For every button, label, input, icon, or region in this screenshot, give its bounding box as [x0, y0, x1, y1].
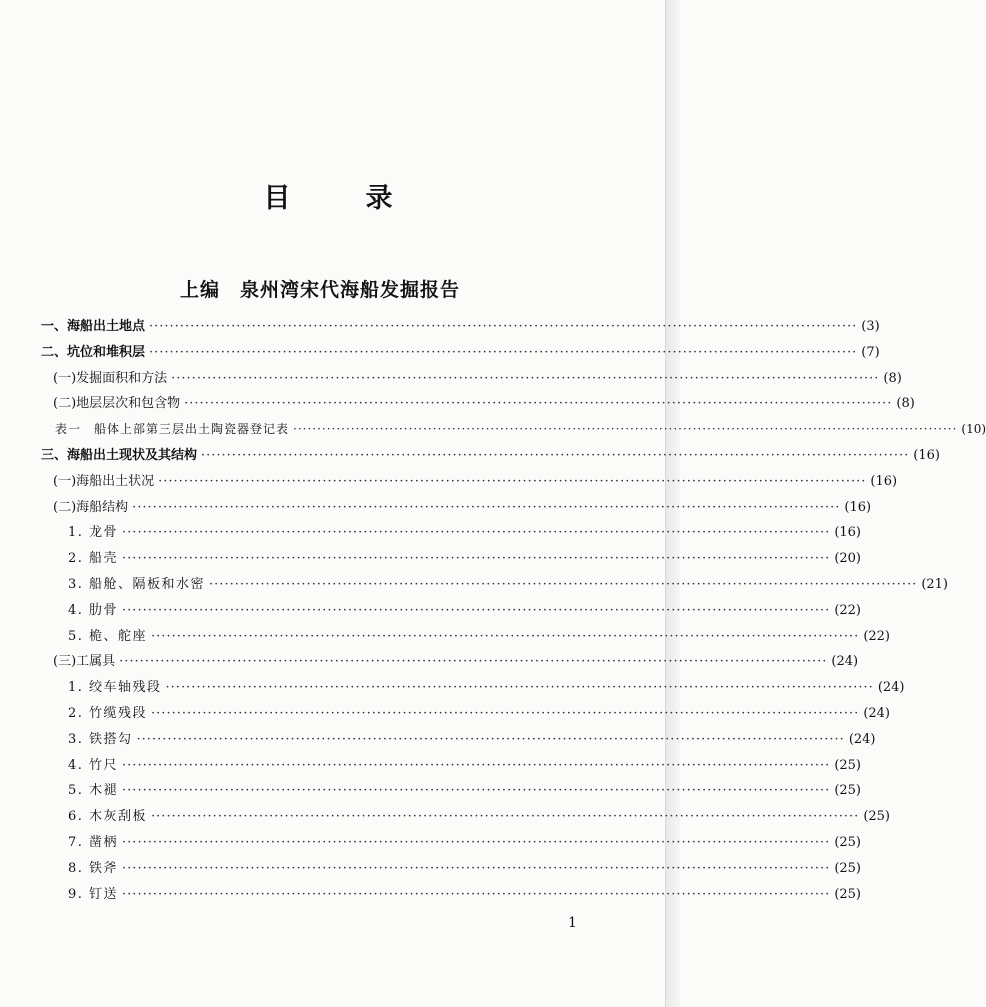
toc-entry-label: 4. 竹尺	[68, 757, 119, 773]
toc-entry-page: (24)	[848, 731, 876, 747]
toc-entry-page: (16)	[844, 499, 872, 515]
toc-entry-page: (20)	[834, 551, 861, 567]
toc-entry-page: (22)	[863, 628, 890, 644]
section-subtitle: 上编 泉州湾宋代海船发掘报告	[179, 278, 460, 301]
toc-entry[interactable]	[41, 778, 861, 804]
toc-entry-page: (3)	[861, 319, 880, 334]
toc-entry-page: (24)	[831, 654, 859, 670]
dot-leader: ··········································································································································	[184, 396, 893, 412]
toc-entry[interactable]	[41, 598, 861, 624]
dot-leader: ··········································································································································	[122, 551, 831, 567]
toc-entry-label: (一)海船出土状况	[53, 473, 155, 489]
dot-leader: ··········································································································································	[149, 319, 858, 334]
toc-entry[interactable]	[41, 391, 915, 417]
toc-entry[interactable]	[41, 804, 890, 830]
toc-entry-label: 5. 木褪	[68, 783, 119, 799]
toc-entry[interactable]	[41, 753, 861, 779]
toc-entry-page: (16)	[913, 447, 940, 463]
toc-entry-page: (24)	[877, 680, 905, 696]
dot-leader: ··········································································································································	[209, 576, 918, 592]
toc-entry-page: (8)	[883, 370, 902, 386]
toc-entry[interactable]	[41, 520, 861, 546]
toc-entry-page: (7)	[861, 344, 880, 360]
toc-entry-label: (一)发掘面积和方法	[53, 370, 168, 386]
toc-entry[interactable]	[41, 572, 948, 598]
dot-leader: ··········································································································································	[122, 757, 831, 773]
toc-entry[interactable]	[41, 701, 890, 727]
toc-entry[interactable]	[41, 649, 859, 675]
toc-entry-label: 表一 船体上部第三层出土陶瓷器登记表	[55, 422, 290, 437]
toc-entry-label: 二、坑位和堆积层	[41, 344, 146, 360]
toc-entry-label: 1. 绞车轴残段	[68, 680, 162, 696]
page-title: 目 录	[263, 183, 417, 215]
toc-entry-label: 3. 铁搭勾	[68, 731, 133, 747]
toc-entry-page: (10)	[961, 422, 986, 437]
toc-entry-page: (25)	[834, 834, 861, 850]
toc-entry-label: 6. 木灰刮板	[68, 809, 148, 825]
toc-entry[interactable]	[41, 675, 905, 701]
toc-entry-label: (二)海船结构	[53, 499, 129, 515]
toc-entry-page: (25)	[834, 757, 861, 773]
toc-entry-label: 3. 船舱、隔板和水密	[68, 576, 206, 592]
toc-entry-page: (22)	[834, 602, 861, 618]
toc-entry[interactable]	[41, 314, 880, 340]
toc-entry-label: 三、海船出土现状及其结构	[41, 447, 198, 463]
toc-entry-page: (24)	[863, 705, 890, 721]
dot-leader: ··········································································································································	[293, 422, 958, 437]
toc-entry-label: 8. 铁斧	[68, 860, 119, 876]
dot-leader: ··········································································································································	[201, 447, 910, 463]
dot-leader: ··········································································································································	[122, 525, 831, 541]
dot-leader: ··········································································································································	[151, 628, 860, 644]
dot-leader: ··········································································································································	[122, 602, 831, 618]
dot-leader: ··········································································································································	[122, 783, 831, 799]
dot-leader: ··········································································································································	[122, 860, 831, 876]
toc-entry[interactable]	[41, 366, 902, 392]
toc-entry-page: (25)	[834, 860, 861, 876]
toc-entry[interactable]	[41, 417, 986, 443]
dot-leader: ··········································································································································	[132, 499, 841, 515]
dot-leader: ··········································································································································	[122, 886, 831, 902]
toc-entry-page: (16)	[870, 473, 898, 489]
toc-entry-page: (25)	[834, 886, 861, 902]
toc-entry[interactable]	[41, 727, 876, 753]
toc-entry-page: (8)	[896, 396, 915, 412]
page-number: 1	[568, 915, 577, 931]
dot-leader: ··········································································································································	[122, 834, 831, 850]
toc-entry-page: (25)	[863, 809, 890, 825]
toc-entry[interactable]	[41, 546, 861, 572]
toc-entry-label: 一、海船出土地点	[41, 319, 146, 334]
toc-entry-label: 2. 竹缆残段	[68, 705, 148, 721]
toc-entry-label: 7. 凿柄	[68, 834, 119, 850]
toc-entry[interactable]	[41, 830, 861, 856]
dot-leader: ··········································································································································	[149, 344, 858, 360]
toc-entry-label: (二)地层层次和包含物	[53, 396, 181, 412]
toc-entry-label: 5. 桅、舵座	[68, 628, 148, 644]
toc-entry[interactable]	[41, 495, 872, 521]
dot-leader: ··········································································································································	[119, 654, 828, 670]
toc-entry[interactable]	[41, 856, 861, 882]
toc-entry[interactable]	[41, 882, 861, 908]
dot-leader: ··········································································································································	[158, 473, 867, 489]
toc-entry[interactable]	[41, 624, 890, 650]
toc-entry[interactable]	[41, 340, 880, 366]
dot-leader: ··········································································································································	[171, 370, 880, 386]
toc-entry-label: (三)工属具	[53, 654, 116, 670]
toc-entry-label: 2. 船壳	[68, 551, 119, 567]
dot-leader: ··········································································································································	[165, 680, 874, 696]
dot-leader: ··········································································································································	[151, 809, 860, 825]
toc-entry-label: 1. 龙骨	[68, 525, 119, 541]
toc-entry-page: (21)	[921, 576, 948, 592]
table-of-contents	[41, 314, 986, 907]
toc-entry-label: 4. 肋骨	[68, 602, 119, 618]
dot-leader: ··········································································································································	[136, 731, 845, 747]
toc-entry-page: (25)	[834, 783, 861, 799]
toc-entry-page: (16)	[834, 525, 861, 541]
toc-entry[interactable]	[41, 469, 898, 495]
toc-entry-label: 9. 钉送	[68, 886, 119, 902]
dot-leader: ··········································································································································	[151, 705, 860, 721]
toc-entry[interactable]	[41, 443, 940, 469]
